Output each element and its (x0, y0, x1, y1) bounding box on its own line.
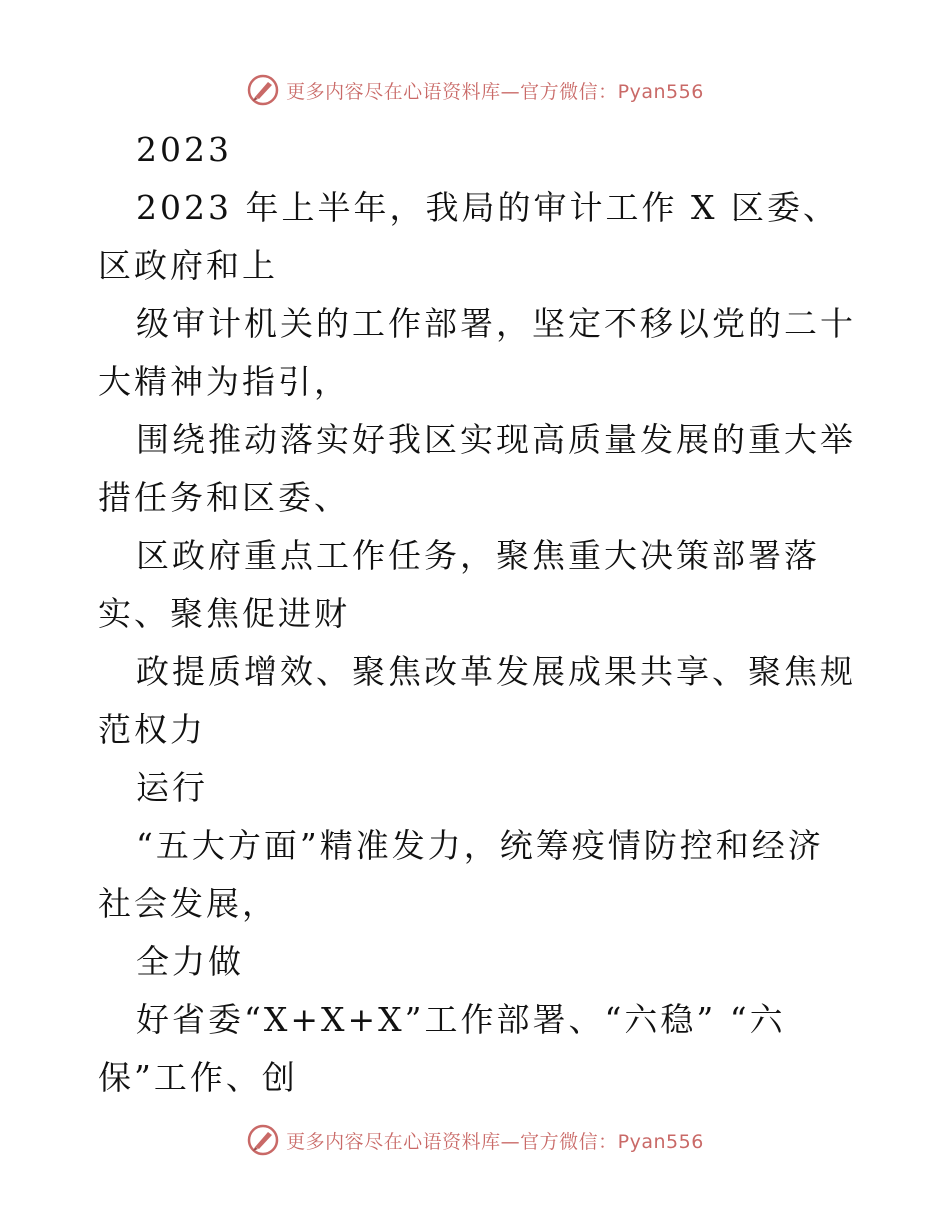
watermark-text: 更多内容尽在心语资料库—官方微信：Pyan556 (286, 80, 704, 103)
paragraph: “五大方面”精准发力，统筹疫情防控和经济社会发展， (98, 826, 824, 923)
quill-pen-logo-icon (246, 1123, 280, 1157)
paragraph: 级审计机关的工作部署，坚定不移以党的二十大精神为指引， (98, 304, 856, 401)
paragraph: 围绕推动落实好我区实现高质量发展的重大举措任务和区委、 (98, 420, 856, 517)
paragraph: 2023 年上半年，我局的审计工作 X 区委、区政府和上 (98, 188, 839, 285)
paragraph: 政提质增效、聚焦改革发展成果共享、聚焦规范权力 (98, 652, 856, 749)
paragraph: 好省委“X+X+X”工作部署、“六稳” “六保”工作、创 (98, 1000, 786, 1097)
paragraph: 2023 (136, 130, 232, 169)
header-watermark (0, 70, 950, 110)
footer-watermark (0, 1120, 950, 1160)
quill-pen-logo-icon (246, 73, 280, 107)
paragraph: 区政府重点工作任务，聚焦重大决策部署落实、聚焦促进财 (98, 536, 820, 633)
document-body (98, 121, 858, 1107)
paragraph: 运行 (136, 768, 208, 807)
watermark-text: 更多内容尽在心语资料库—官方微信：Pyan556 (286, 1130, 704, 1153)
paragraph: 全力做 (136, 942, 244, 981)
